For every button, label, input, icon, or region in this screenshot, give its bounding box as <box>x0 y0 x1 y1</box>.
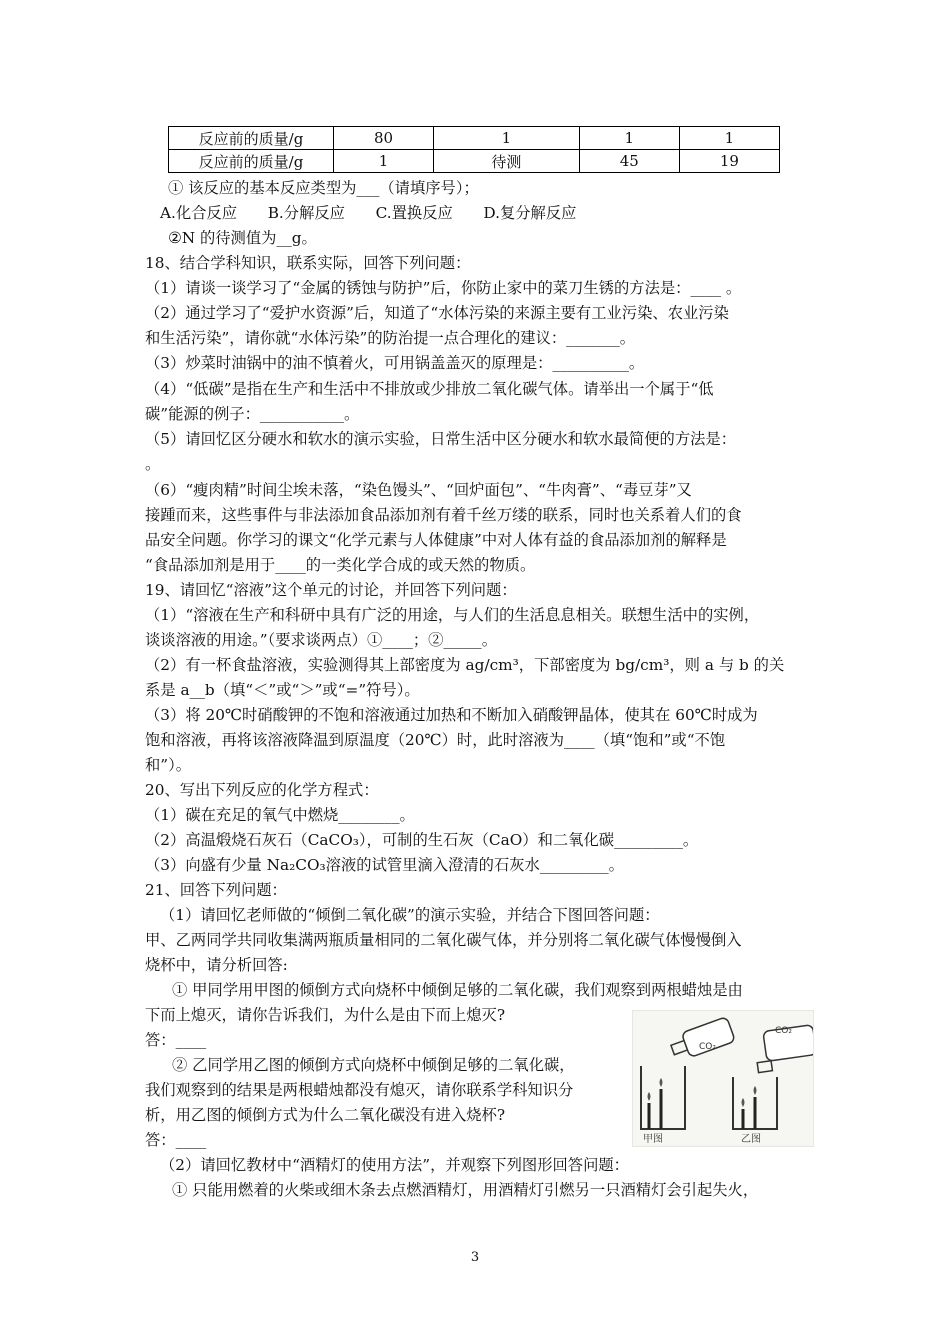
mass-table <box>168 126 780 173</box>
flame-icon <box>648 1092 651 1101</box>
answer-line: 答：____ <box>145 1031 207 1049</box>
text-line: （6）“瘦肉精”时间尘埃未落，“染色馒头”、“回炉面包”、“牛肉膏”、“毒豆芽”又 <box>145 481 692 499</box>
text-line: （5）请回忆区分硬水和软水的演示实验，日常生活中区分硬水和软水最简便的方法是： <box>145 430 737 448</box>
table-cell: 1 <box>679 127 779 150</box>
text-line: （1）请回忆老师做的“倾倒二氧化碳”的演示实验，并结合下图回答问题： <box>160 906 660 924</box>
text-line: 接踵而来，这些事件与非法添加食品添加剂有着千丝万缕的联系，同时也关系着人们的食 <box>145 506 742 524</box>
text-line: 品安全问题。你学习的课文“化学元素与人体健康”中对人体有益的食品添加剂的解释是 <box>145 531 727 549</box>
table-cell: 19 <box>679 150 779 173</box>
flame-icon <box>660 1078 663 1087</box>
table-cell: 反应前的质量/g <box>169 127 334 150</box>
text-line: （3）向盛有少量 Na₂CO₃溶液的试管里滴入澄清的石灰水_________。 <box>145 856 624 874</box>
text-line: （3）将 20℃时硝酸钾的不饱和溶液通过加热和不断加入硝酸钾晶体，使其在 60℃时成为 <box>145 706 758 724</box>
text-line: 下而上熄灭，请你告诉我们，为什么是由下而上熄灭? <box>145 1006 506 1024</box>
text-line: ① 该反应的基本反应类型为___（请填序号）； <box>168 179 479 197</box>
co2-pouring-figure <box>632 1010 814 1147</box>
table-cell: 1 <box>434 127 580 150</box>
table-cell: 1 <box>334 150 434 173</box>
flame-icon <box>754 1086 757 1095</box>
figure-caption-yi: 乙图 <box>741 1134 761 1145</box>
text-line: 碳”能源的例子：___________。 <box>145 405 360 423</box>
flame-icon <box>742 1098 745 1107</box>
text-line: （1）“溶液在生产和科研中具有广泛的用途，与人们的生活息息相关。联想生活中的实例， <box>145 606 760 624</box>
table-row <box>169 150 780 173</box>
options-line: A.化合反应 B.分解反应 C.置换反应 D.复分解反应 <box>160 204 577 222</box>
text-line: 和生活污染”，请你就“水体污染”的防治提一点合理化的建议：_______。 <box>145 329 636 347</box>
co2-label: CO₂ <box>775 1026 792 1036</box>
text-line: 谈谈溶液的用途。”（要求谈两点）①____；②_____。 <box>145 631 497 649</box>
text-line: “食品添加剂是用于____的一类化学合成的或天然的物质。 <box>145 556 536 574</box>
question-19-heading: 19、请回忆“溶液”这个单元的讨论，并回答下列问题： <box>145 581 517 599</box>
answer-line: 答：____ <box>145 1131 207 1149</box>
question-18-heading: 18、结合学科知识，联系实际，回答下列问题： <box>145 254 471 272</box>
text-line: 。 <box>145 455 161 473</box>
co2-pouring-illustration <box>633 1011 813 1146</box>
text-line: （2）高温煅烧石灰石（CaCO₃），可制的生石灰（CaO）和二氧化碳_________。 <box>145 831 699 849</box>
text-line: （1）碳在充足的氧气中燃烧________。 <box>145 806 415 824</box>
text-line: ① 只能用燃着的火柴或细木条去点燃酒精灯，用酒精灯引燃另一只酒精灯会引起失火， <box>172 1181 759 1199</box>
text-line: 甲、乙两同学共同收集满两瓶质量相同的二氧化碳气体，并分别将二氧化碳气体慢慢倒入 <box>145 931 742 949</box>
text-line: （1）请谈一谈学习了“金属的锈蚀与防护”后，你防止家中的菜刀生锈的方法是：____ 。 <box>145 279 742 297</box>
text-line: （2）通过学习了“爱护水资源”后，知道了“水体污染的来源主要有工业污染、农业污染 <box>145 304 729 322</box>
table-cell: 80 <box>334 127 434 150</box>
text-line: 烧杯中，请分析回答: <box>145 956 288 974</box>
table-row <box>169 127 780 150</box>
text-line: 和”）。 <box>145 756 192 774</box>
question-21-heading: 21、回答下列问题： <box>145 881 287 899</box>
page-number: 3 <box>470 1250 480 1265</box>
text-line: （3）炒菜时油锅中的油不慎着火，可用锅盖盖灭的原理是：__________。 <box>145 354 645 372</box>
text-line: （2）请回忆教材中“酒精灯的使用方法”，并观察下列图形回答问题： <box>160 1156 629 1174</box>
text-line: ②N 的待测值为__g。 <box>168 229 317 247</box>
figure-caption-jia: 甲图 <box>643 1134 663 1145</box>
text-line: ② 乙同学用乙图的倾倒方式向烧杯中倾倒足够的二氧化碳， <box>172 1056 575 1074</box>
text-line: 我们观察到的结果是两根蜡烛都没有熄灭，请你联系学科知识分 <box>145 1081 574 1099</box>
text-line: （2）有一杯食盐溶液，实验测得其上部密度为 ag/cm³，下部密度为 bg/cm³，则 a 与 b 的关 <box>145 656 785 674</box>
table-cell: 45 <box>579 150 679 173</box>
text-line: 饱和溶液，再将该溶液降温到原温度（20℃）时，此时溶液为____（填“饱和”或“不饱 <box>145 731 726 749</box>
text-line: （4）“低碳”是指在生产和生活中不排放或少排放二氧化碳气体。请举出一个属于“低 <box>145 380 714 398</box>
text-line: 析，用乙图的倾倒方式为什么二氧化碳没有进入烧杯? <box>145 1106 506 1124</box>
text-line: 系是 a__b（填“＜”或“＞”或“=”符号）。 <box>145 681 420 699</box>
table-cell: 反应前的质量/g <box>169 150 334 173</box>
question-20-heading: 20、写出下列反应的化学方程式： <box>145 781 379 799</box>
bottle-icon <box>668 1017 735 1063</box>
text-line: ① 甲同学用甲图的倾倒方式向烧杯中倾倒足够的二氧化碳，我们观察到两根蜡烛是由 <box>172 981 743 999</box>
co2-label: CO₂ <box>699 1042 716 1052</box>
table-cell: 1 <box>579 127 679 150</box>
table-cell: 待测 <box>434 150 580 173</box>
